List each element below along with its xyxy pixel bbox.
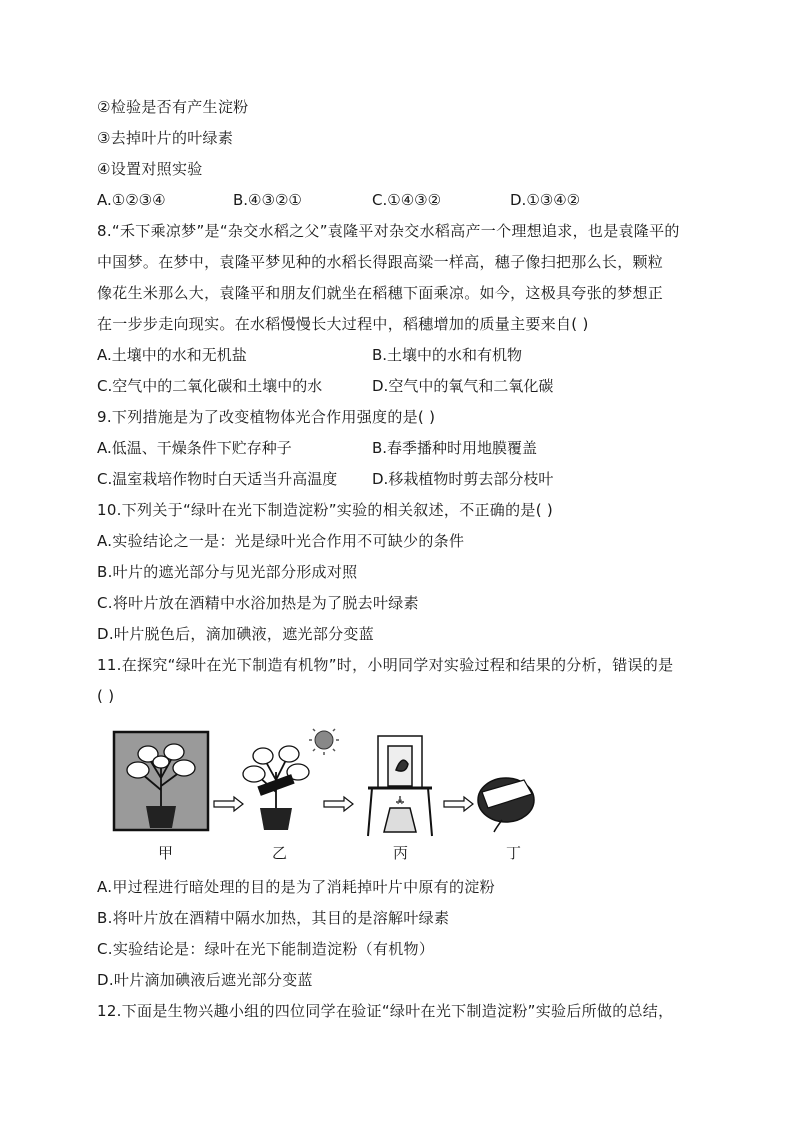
q9-option-b: B.春季播种时用地膜覆盖: [372, 439, 538, 457]
stained-leaf-illustration: [478, 778, 534, 832]
q11-option-b: B.将叶片放在酒精中隔水加热，其目的是溶解叶绿素: [97, 909, 450, 927]
figure-label-jia: 甲: [158, 844, 174, 862]
q10-option-c: C.将叶片放在酒精中水浴加热是为了脱去叶绿素: [97, 594, 419, 612]
plant-in-dark-box-illustration: [114, 732, 208, 830]
arrow-icon: [444, 797, 473, 811]
step-2-text: ②检验是否有产生淀粉: [97, 98, 249, 116]
q9-option-d: D.移栽植物时剪去部分枝叶: [372, 470, 554, 488]
q8-stem-line-4: 在一步步走向现实。在水稻慢慢长大过程中，稻穗增加的质量主要来自( ): [97, 315, 589, 333]
step-3-text: ③去掉叶片的叶绿素: [97, 129, 234, 147]
q8-stem-line-2: 中国梦。在梦中，袁隆平梦见种的水稻长得跟高粱一样高，穗子像扫把那么长，颗粒: [97, 253, 664, 271]
q7-option-b: B.④③②①: [233, 191, 302, 209]
q7-option-c: C.①④③②: [372, 191, 442, 209]
q9-option-a: A.低温、干燥条件下贮存种子: [97, 439, 292, 457]
q11-option-a: A.甲过程进行暗处理的目的是为了消耗掉叶片中原有的淀粉: [97, 878, 495, 896]
q10-option-d: D.叶片脱色后，滴加碘液，遮光部分变蓝: [97, 625, 375, 643]
figure-label-ding: 丁: [506, 844, 522, 862]
q9-option-c: C.温室栽培作物时白天适当升高温度: [97, 470, 338, 488]
q12-stem: 12.下面是生物兴趣小组的四位同学在验证“绿叶在光下制造淀粉”实验后所做的总结，: [97, 1002, 674, 1020]
step-4-text: ④设置对照实验: [97, 160, 203, 178]
q11-option-d: D.叶片滴加碘液后遮光部分变蓝: [97, 971, 313, 989]
q11-stem-blank: ( ): [97, 687, 115, 705]
q8-option-b: B.土壤中的水和有机物: [372, 346, 523, 364]
plant-with-covered-leaf-illustration: [243, 728, 339, 830]
q7-option-a: A.①②③④: [97, 191, 166, 209]
q8-stem-line-3: 像花生米那么大，袁隆平和朋友们就坐在稻穗下面乘凉。如今，这极具夸张的梦想正: [97, 284, 664, 302]
q8-option-d: D.空气中的氧气和二氧化碳: [372, 377, 554, 395]
q10-option-a: A.实验结论之一是：光是绿叶光合作用不可缺少的条件: [97, 532, 465, 550]
q9-stem: 9.下列措施是为了改变植物体光合作用强度的是( ): [97, 408, 436, 426]
experiment-figure: [110, 728, 540, 863]
figure-label-bing: 丙: [393, 844, 409, 862]
q10-option-b: B.叶片的遮光部分与见光部分形成对照: [97, 563, 358, 581]
figure-label-yi: 乙: [272, 844, 288, 862]
q8-option-a: A.土壤中的水和无机盐: [97, 346, 247, 364]
q7-option-d: D.①③④②: [510, 191, 581, 209]
q10-stem: 10.下列关于“绿叶在光下制造淀粉”实验的相关叙述，不正确的是( ): [97, 501, 554, 519]
q8-stem-line-1: 8.“禾下乘凉梦”是“杂交水稻之父”袁隆平对杂交水稻高产一个理想追求，也是袁隆平的: [97, 222, 680, 240]
arrow-icon: [214, 797, 243, 811]
arrow-icon: [324, 797, 353, 811]
q11-option-c: C.实验结论是：绿叶在光下能制造淀粉（有机物）: [97, 940, 435, 958]
q8-option-c: C.空气中的二氧化碳和土壤中的水: [97, 377, 323, 395]
q11-stem: 11.在探究“绿叶在光下制造有机物”时，小明同学对实验过程和结果的分析，错误的是: [97, 656, 674, 674]
water-bath-apparatus-illustration: [368, 736, 432, 836]
